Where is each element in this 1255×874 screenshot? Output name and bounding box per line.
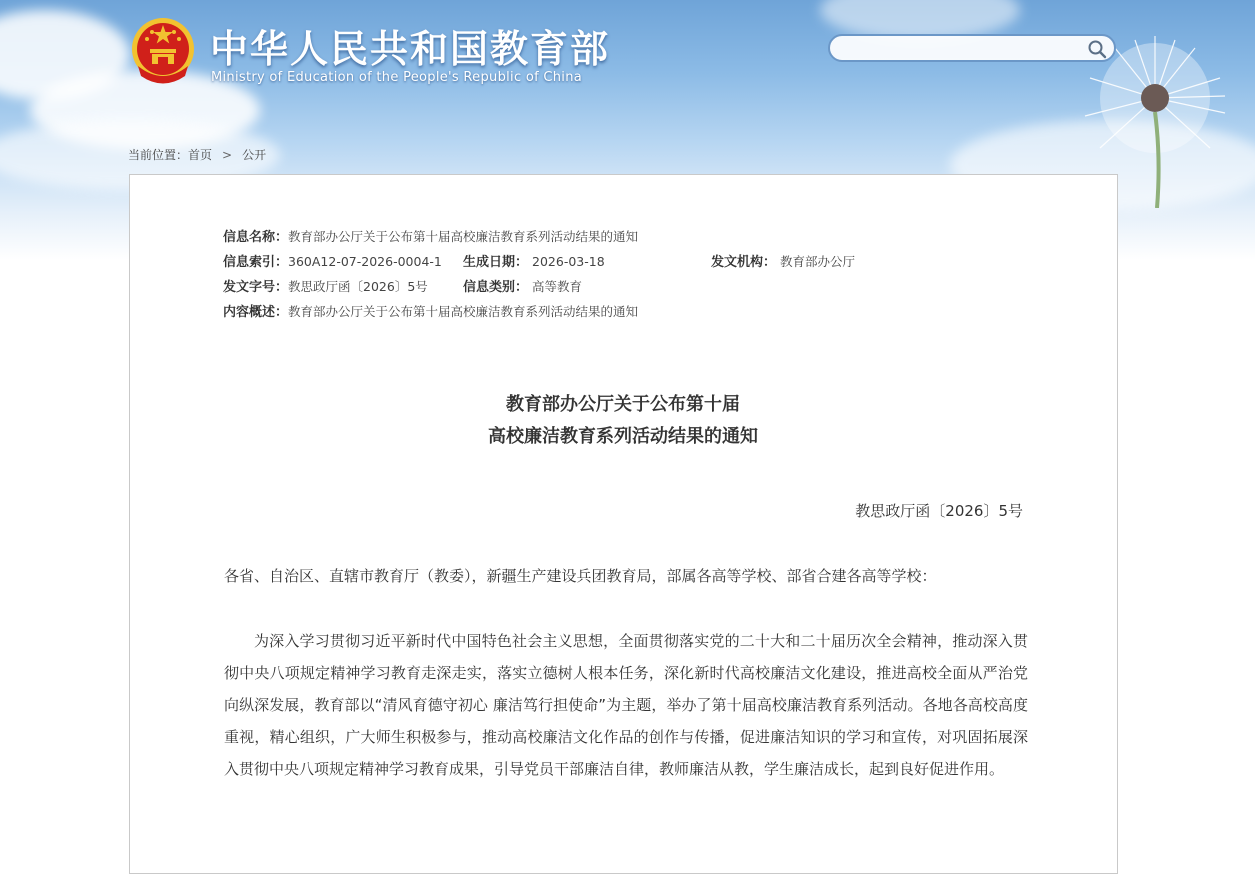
breadcrumb-prefix: 当前位置： [128, 148, 189, 162]
breadcrumb-current-link[interactable]: 公开 [242, 148, 267, 162]
meta-label: 发文机构： [711, 255, 777, 270]
meta-value: 教思政厅函〔2026〕5号 [288, 279, 428, 294]
meta-label: 发文字号： [223, 280, 289, 295]
national-emblem-icon [130, 16, 196, 86]
search-icon[interactable] [1087, 39, 1107, 59]
meta-row-summary [223, 301, 638, 326]
meta-row-docno [223, 276, 638, 301]
meta-row-name [223, 226, 638, 251]
meta-value: 360A12-07-2026-0004-1 [288, 254, 442, 269]
document-title-line: 教育部办公厅关于公布第十届 [506, 394, 740, 415]
info-metadata [223, 226, 856, 326]
breadcrumb-home-link[interactable]: 首页 [188, 148, 213, 162]
site-title: 中华人民共和国教育部 [210, 27, 611, 71]
meta-row-index [223, 251, 856, 276]
meta-label: 生成日期： [463, 255, 529, 270]
search-box [828, 34, 1116, 62]
document-title [223, 389, 1023, 453]
meta-value: 教育部办公厅关于公布第十届高校廉洁教育系列活动结果的通知 [288, 304, 639, 319]
breadcrumb-separator: > [222, 148, 233, 162]
meta-label: 信息类别： [463, 280, 529, 295]
site-subtitle: Ministry of Education of the People's Republic of China [211, 70, 583, 85]
meta-label: 信息名称： [223, 230, 289, 245]
meta-value: 2026-03-18 [532, 254, 605, 269]
breadcrumb [128, 146, 266, 163]
meta-value: 教育部办公厅 [780, 254, 856, 269]
search-input[interactable] [842, 39, 1086, 59]
meta-label: 信息索引： [223, 255, 289, 270]
document-addressee: 各省、自治区、直辖市教育厅（教委），新疆生产建设兵团教育局，部属各高等学校、部省合建各高等学校： [224, 567, 937, 585]
document-paragraph: 为深入学习贯彻习近平新时代中国特色社会主义思想，全面贯彻落实党的二十大和二十届历次全会精神，推动深入贯彻中央八项规定精神学习教育走深走实，落实立德树人根本任务，深化新时代高校廉洁文化建设，推进高校全面从严治党向纵深发展，教育部以“清风育德守初心 廉洁笃行担使命”为主题，举办了第十届高校廉洁教育系列活动。各地各高校高度重视，精心组织，广大师生积极参与，推动高校廉洁文化作品的创作与传播，促进廉洁知识的学习和宣传，对巩固拓展深入贯彻中央八项规定精神学习教育成果，引导党员干部廉洁自律，教师廉洁从教，学生廉洁成长，起到良好促进作用。 [224, 632, 1028, 778]
document-title-line: 高校廉洁教育系列活动结果的通知 [488, 426, 758, 447]
meta-value: 教育部办公厅关于公布第十届高校廉洁教育系列活动结果的通知 [288, 229, 639, 244]
meta-label: 内容概述： [223, 305, 289, 320]
meta-value: 高等教育 [532, 279, 583, 294]
document-number: 教思政厅函〔2026〕5号 [855, 502, 1023, 520]
